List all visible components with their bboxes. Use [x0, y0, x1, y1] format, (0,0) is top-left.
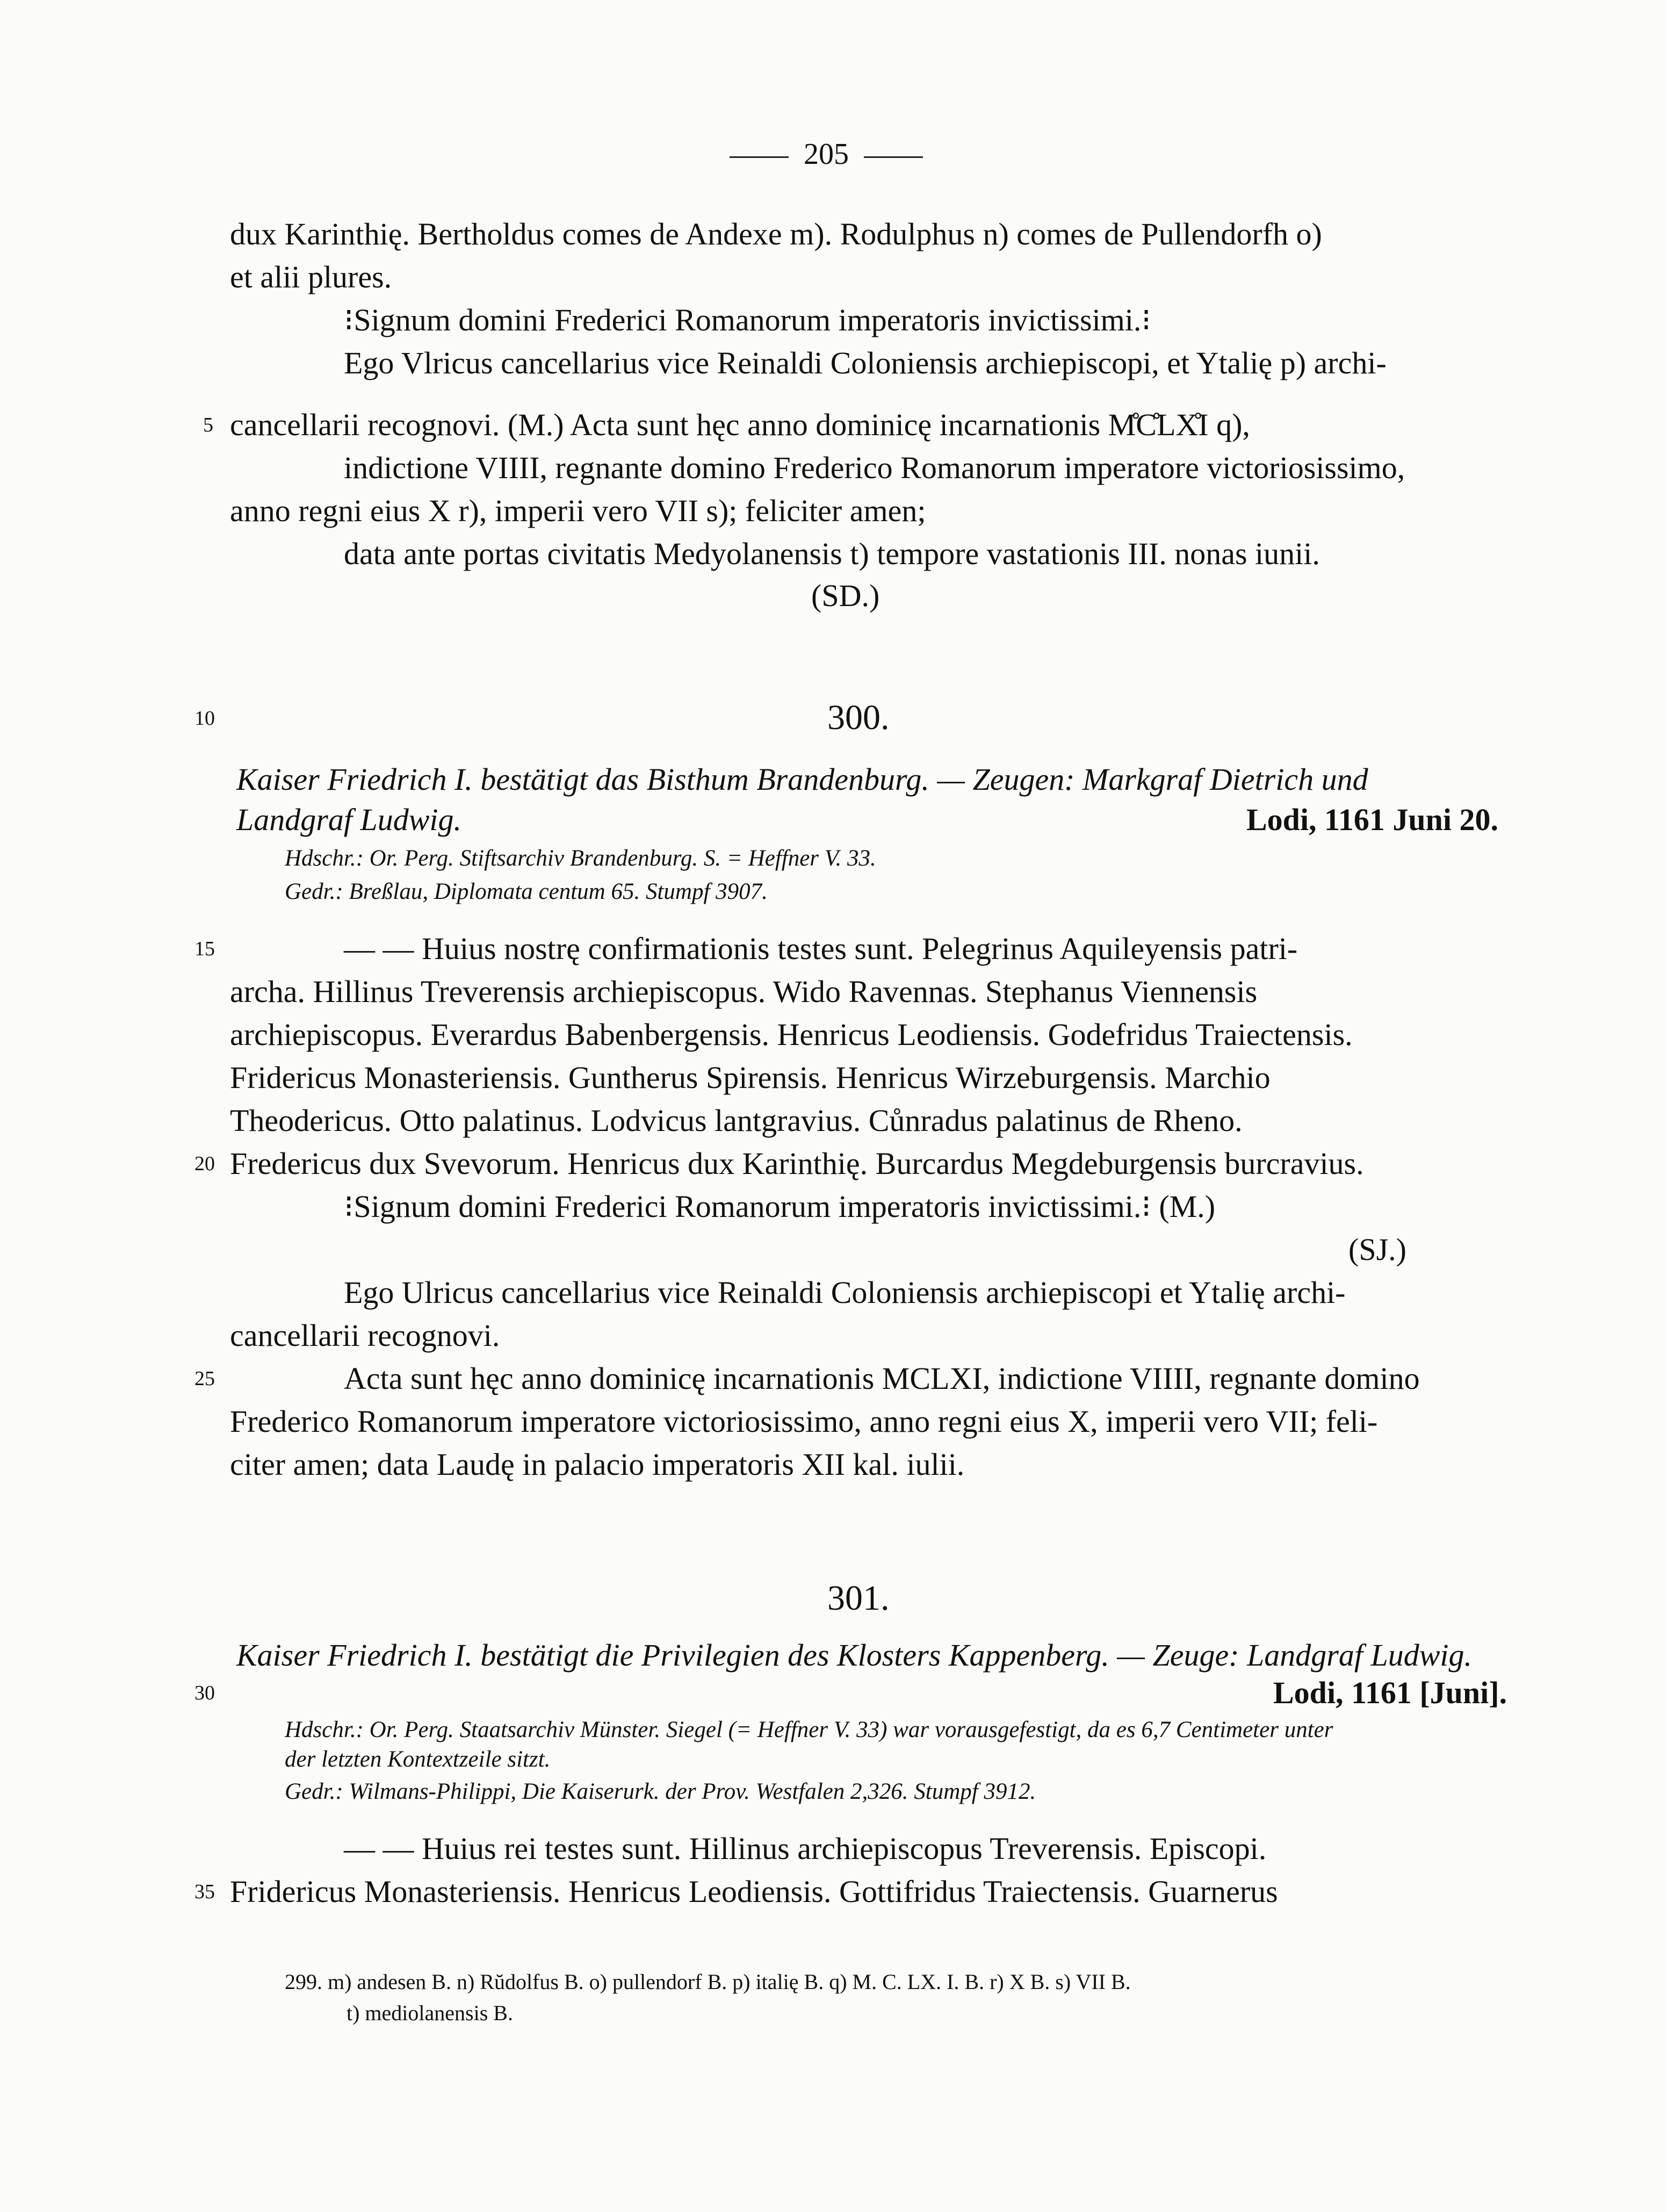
- doc300-text-line8: Ego Ulricus cancellarius vice Reinaldi Coloniensis archiepiscopi et Ytalię archi-: [344, 1275, 1346, 1310]
- line-number-5: 5: [203, 414, 213, 436]
- doc300-text-line11: Frederico Romanorum imperatore victoriosissimo, anno regni eius X, imperii vero VII; feli-: [230, 1404, 1378, 1439]
- doc299-line8: data ante portas civitatis Medyolanensis t) tempore vastationis III. nonas iunii.: [344, 536, 1320, 571]
- line-number-10: 10: [194, 707, 215, 730]
- page-header: [715, 137, 938, 171]
- doc299-signum: ⁝Signum domini Frederici Romanorum imperatoris invictissimi.⁝: [344, 302, 1151, 337]
- doc300-text-line5: Theodericus. Otto palatinus. Lodvicus lantgravius. Cůnradus palatinus de Rheno.: [230, 1103, 1243, 1138]
- doc300-text-line4: Fridericus Monasteriensis. Guntherus Spirensis. Henricus Wirzeburgensis. Marchio: [230, 1060, 1271, 1095]
- doc300-text-line10: Acta sunt hęc anno dominicę incarnationis MCLXI, indictione VIIII, regnante domino: [344, 1361, 1420, 1396]
- doc300-signature: (SJ.): [1348, 1232, 1406, 1267]
- header-dash-left: [730, 156, 789, 158]
- doc300-text-line12: citer amen; data Laudę in palacio imperatoris XII kal. iulii.: [230, 1447, 965, 1482]
- line-number-30: 30: [194, 1682, 215, 1704]
- doc300-source-printed: Gedr.: Breßlau, Diplomata centum 65. Stumpf 3907.: [285, 879, 768, 904]
- line-number-15: 15: [194, 938, 215, 960]
- doc300-text-line3: archiepiscopus. Everardus Babenbergensis. Henricus Leodiensis. Godefridus Traiectensis.: [230, 1017, 1353, 1052]
- doc300-text-line6: Fredericus dux Svevorum. Henricus dux Karinthię. Burcardus Megdeburgensis burcravius.: [230, 1146, 1364, 1181]
- doc301-number: 301.: [827, 1579, 890, 1618]
- doc300-text-line1: — — Huius nostrę confirmationis testes sunt. Pelegrinus Aquileyensis patri-: [344, 931, 1298, 966]
- doc299-signature: (SD.): [811, 578, 880, 613]
- doc301-source-printed: Gedr.: Wilmans-Philippi, Die Kaiserurk. der Prov. Westfalen 2,326. Stumpf 3912.: [285, 1779, 1036, 1804]
- doc301-source-manuscript-cont: der letzten Kontextzeile sitzt.: [285, 1747, 551, 1772]
- doc300-date: Lodi, 1161 Juni 20.: [1246, 802, 1498, 837]
- doc301-source-manuscript: Hdschr.: Or. Perg. Staatsarchiv Münster. Siegel (= Heffner V. 33) war vorausgefestigt, da es 6,7 Centimeter unter: [285, 1717, 1333, 1742]
- doc301-text-line1: — — Huius rei testes sunt. Hillinus archiepiscopus Treverensis. Episcopi.: [344, 1831, 1267, 1866]
- doc299-line1: dux Karinthię. Bertholdus comes de Andexe m). Rodulphus n) comes de Pullendorfh o): [230, 217, 1322, 251]
- line-number-20: 20: [194, 1152, 215, 1175]
- doc299-line4: Ego Vlricus cancellarius vice Reinaldi Coloniensis archiepiscopi, et Ytalię p) archi-: [344, 345, 1387, 380]
- doc300-source-manuscript: Hdschr.: Or. Perg. Stiftsarchiv Brandenburg. S. = Heffner V. 33.: [285, 846, 876, 871]
- doc299-line2: et alii plures.: [230, 260, 392, 294]
- doc299-line7: anno regni eius X r), imperii vero VII s); feliciter amen;: [230, 493, 926, 528]
- doc300-number: 300.: [827, 698, 890, 737]
- doc300-text-line2: archa. Hillinus Treverensis archiepiscopus. Wido Ravennas. Stephanus Viennensis: [230, 974, 1258, 1009]
- footnote-line2: t) mediolanensis B.: [347, 2001, 513, 2025]
- doc300-regest-line2: Landgraf Ludwig.: [236, 802, 461, 837]
- footnote-line1: 299. m) andesen B. n) Rŭdolfus B. o) pullendorf B. p) italię B. q) M. C. LX. I. B. r) X B. s) VII B.: [285, 1970, 1131, 1994]
- doc301-regest-line1: Kaiser Friedrich I. bestätigt die Privilegien des Klosters Kappenberg. — Zeuge: Landgraf Ludwig.: [236, 1638, 1473, 1673]
- doc299-line6: indictione VIIII, regnante domino Frederico Romanorum imperatore victoriosissimo,: [344, 450, 1405, 485]
- doc301-date: Lodi, 1161 [Juni].: [1273, 1675, 1507, 1710]
- doc301-text-line2: Fridericus Monasteriensis. Henricus Leodiensis. Gottifridus Traiectensis. Guarnerus: [230, 1874, 1278, 1909]
- line-number-25: 25: [194, 1367, 215, 1390]
- line-number-35: 35: [194, 1880, 215, 1903]
- doc300-text-line9: cancellarii recognovi.: [230, 1318, 500, 1353]
- header-dash-right: [864, 156, 923, 158]
- doc299-line5: cancellarii recognovi. (M.) Acta sunt hęc anno dominicę incarnationis M̊C̊LX̊I q),: [230, 407, 1250, 442]
- doc300-signum: ⁝Signum domini Frederici Romanorum imperatoris invictissimi.⁝ (M.): [344, 1189, 1216, 1224]
- doc300-regest-line1: Kaiser Friedrich I. bestätigt das Bisthum Brandenburg. — Zeugen: Markgraf Dietrich und: [236, 762, 1368, 797]
- page-number: 205: [804, 138, 849, 171]
